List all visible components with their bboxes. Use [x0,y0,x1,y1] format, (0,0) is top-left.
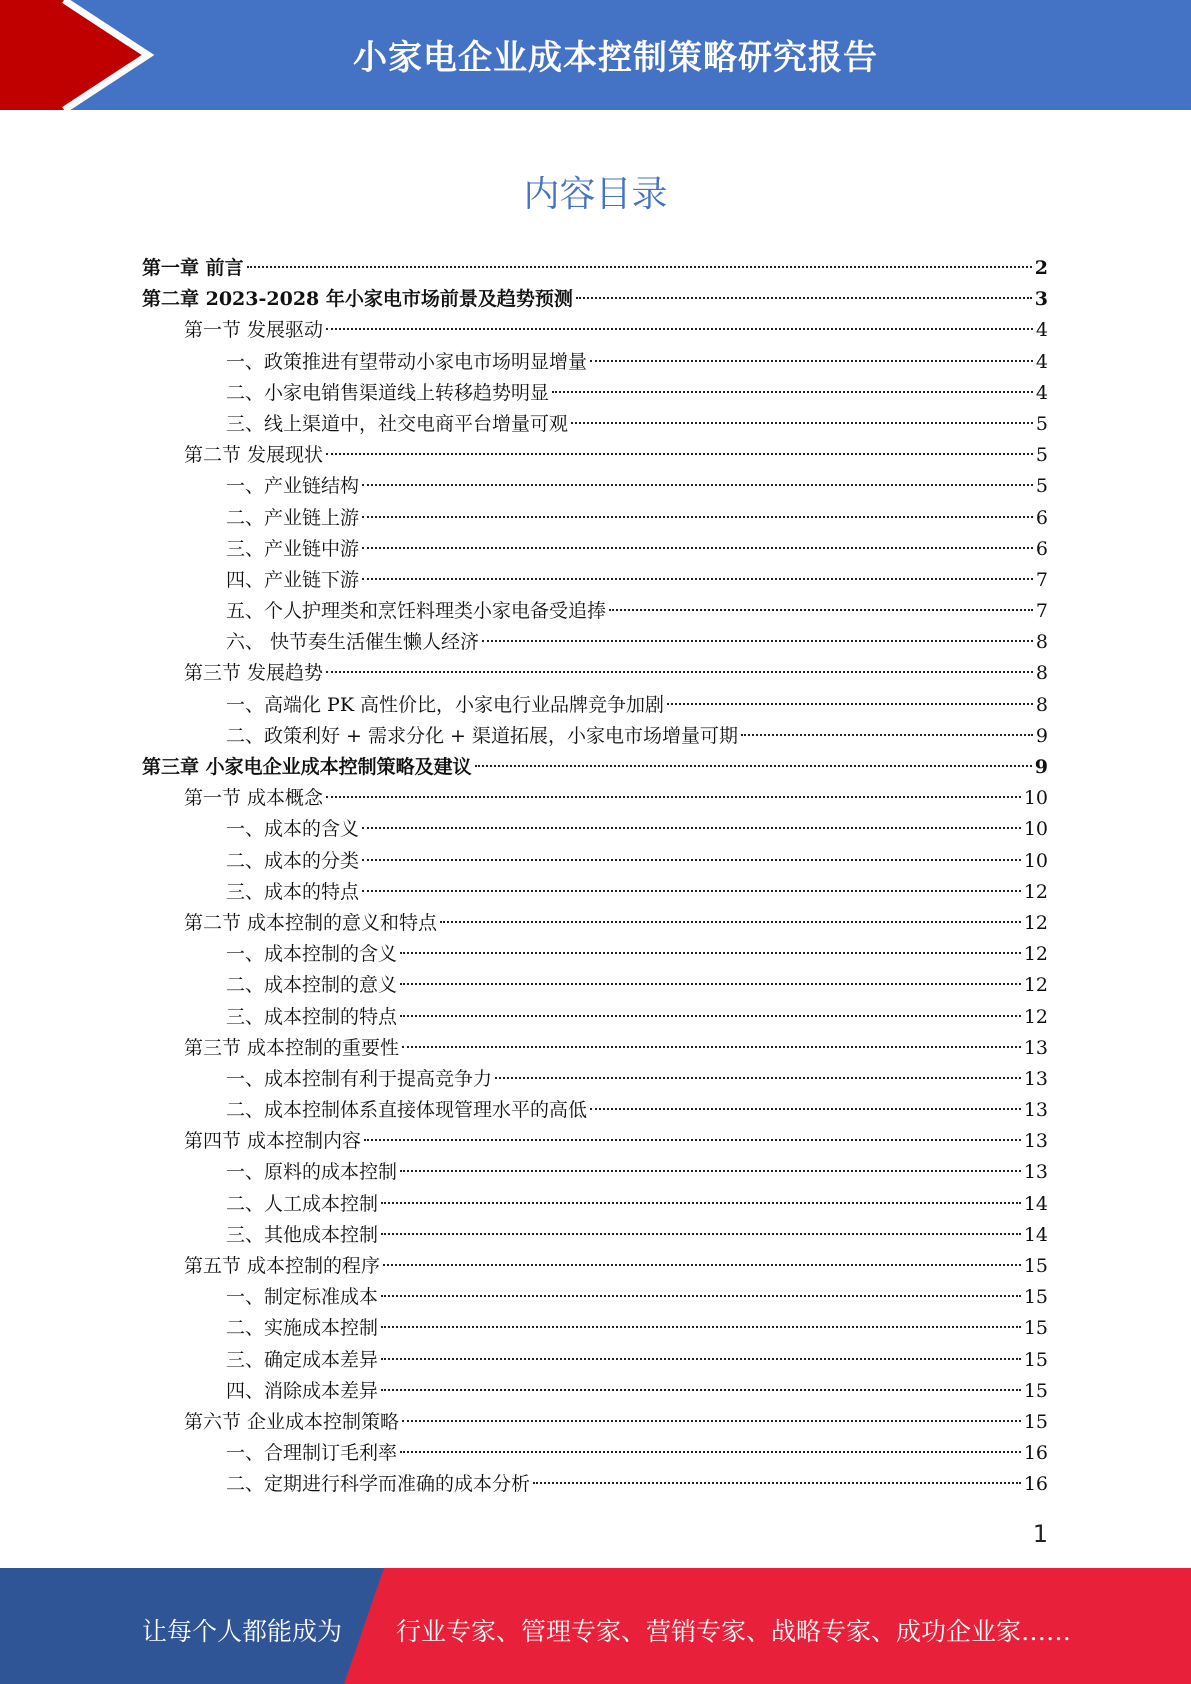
toc-entry[interactable] [142,534,1048,565]
toc-entry[interactable] [142,378,1048,409]
toc-entry[interactable] [142,596,1048,627]
toc-entry-page: 4 [1035,319,1048,342]
footer-slogan-right: 行业专家、管理专家、营销专家、战略专家、成功企业家…… [396,1617,1072,1646]
toc-entry-title: 第三节 发展趋势 [184,662,324,685]
toc-entry[interactable] [142,939,1048,970]
toc-entry[interactable] [142,1407,1048,1438]
toc-entry[interactable] [142,721,1048,752]
toc-entry-title: 二、政策利好 + 需求分化 + 渠道拓展，小家电市场增量可期 [226,724,738,747]
toc-entry-title: 四、产业链下游 [226,568,360,591]
toc-entry[interactable] [142,253,1048,284]
toc-entry[interactable] [142,440,1048,471]
toc-dot-leader [590,1108,1021,1110]
toc-dot-leader [381,1358,1021,1360]
toc-entry-title: 一、产业链结构 [226,475,360,498]
toc-entry[interactable] [142,846,1048,877]
toc-entry-page: 15 [1023,1348,1048,1371]
toc-dot-leader [495,1077,1021,1079]
toc-entry-title: 一、原料的成本控制 [226,1161,398,1184]
toc-entry-page: 15 [1023,1410,1048,1433]
toc-entry-page: 7 [1035,600,1048,623]
toc-entry-title: 一、成本控制有利于提高竞争力 [226,1067,493,1090]
toc-entry-page: 12 [1023,943,1048,966]
toc-entry-page: 13 [1023,1161,1048,1184]
toc-entry-page: 6 [1035,537,1048,560]
toc-dot-leader [326,453,1033,455]
toc-dot-leader [482,640,1033,642]
toc-entry-page: 14 [1023,1192,1048,1215]
toc-entry[interactable] [142,1376,1048,1407]
toc-dot-leader [383,1264,1021,1266]
toc-entry-title: 五、个人护理类和烹饪料理类小家电备受追捧 [226,600,607,623]
toc-dot-leader [576,297,1032,299]
toc-entry[interactable] [142,1345,1048,1376]
toc-entry-title: 第三章 小家电企业成本控制策略及建议 [142,756,472,778]
toc-dot-leader [381,1326,1021,1328]
page-number: 1 [1032,1520,1048,1548]
report-title: 小家电企业成本控制策略研究报告 [353,38,878,78]
toc-entry-page: 16 [1023,1442,1048,1465]
toc-entry[interactable] [142,315,1048,346]
toc-dot-leader [362,859,1021,861]
toc-entry-title: 第一章 前言 [142,257,244,279]
toc-entry-page: 15 [1023,1317,1048,1340]
toc-dot-leader [381,1233,1021,1235]
toc-entry[interactable] [142,1033,1048,1064]
toc-entry[interactable] [142,1282,1048,1313]
toc-entry-page: 5 [1035,412,1048,435]
toc-dot-leader [741,734,1033,736]
toc-entry-title: 二、产业链上游 [226,506,360,529]
toc-dot-leader [402,1420,1021,1422]
toc-entry-title: 第四节 成本控制内容 [184,1130,362,1153]
toc-entry-page: 12 [1023,880,1048,903]
toc-entry-page: 8 [1035,693,1048,716]
toc-entry-title: 一、合理制订毛利率 [226,1442,398,1465]
toc-dot-leader [667,703,1033,705]
toc-entry-title: 第二章 2023-2028 年小家电市场前景及趋势预测 [142,288,573,311]
toc-entry[interactable] [142,814,1048,845]
toc-entry-title: 第五节 成本控制的程序 [184,1255,381,1277]
toc-entry[interactable] [142,409,1048,440]
toc-dot-leader [247,266,1032,268]
toc-dot-leader [533,1482,1021,1484]
toc-entry[interactable] [142,1251,1048,1282]
toc-dot-leader [364,1139,1021,1141]
toc-entry-page: 7 [1035,568,1048,591]
toc-dot-leader [362,578,1033,580]
toc-entry-title: 二、小家电销售渠道线上转移趋势明显 [226,381,550,404]
toc-entry[interactable] [142,1002,1048,1033]
toc-entry-title: 第二节 成本控制的意义和特点 [184,911,438,934]
header-band [0,0,1191,110]
toc-dot-leader [381,1202,1021,1204]
toc-entry-page: 15 [1023,1286,1048,1309]
toc-entry[interactable] [142,1095,1048,1126]
toc-entry-page: 13 [1023,1036,1048,1059]
toc-entry-page: 13 [1023,1099,1048,1122]
toc-entry[interactable] [142,503,1048,534]
toc-dot-leader [362,547,1033,549]
toc-entry-title: 二、定期进行科学而准确的成本分析 [226,1473,531,1496]
toc-entry-page: 9 [1034,756,1048,778]
toc-entry-title: 二、实施成本控制 [226,1317,379,1340]
toc-dot-leader [326,328,1033,330]
toc-entry[interactable] [142,1064,1048,1095]
toc-dot-leader [400,952,1021,954]
toc-entry-title: 一、制定标准成本 [226,1286,379,1309]
toc-entry-page: 5 [1035,475,1048,498]
toc-entry-page: 13 [1023,1067,1048,1090]
toc-entry-title: 三、成本的特点 [226,880,360,903]
toc-dot-leader [362,516,1033,518]
toc-entry-title: 六、 快节奏生活催生懒人经济 [226,631,480,654]
toc-entry-page: 12 [1023,911,1048,934]
toc-entry-title: 三、其他成本控制 [226,1223,379,1246]
toc-list [142,253,1048,1501]
toc-entry-title: 三、成本控制的特点 [226,1005,398,1028]
toc-dot-leader [440,921,1021,923]
toc-entry-page: 10 [1023,787,1048,810]
toc-dot-leader [475,765,1032,767]
toc-entry-page: 3 [1034,288,1048,311]
toc-dot-leader [402,1046,1021,1048]
toc-entry[interactable] [142,690,1048,721]
toc-entry[interactable] [142,565,1048,596]
toc-entry-title: 一、政策推进有望带动小家电市场明显增量 [226,350,588,373]
toc-entry[interactable] [142,783,1048,814]
toc-entry-title: 三、确定成本差异 [226,1348,379,1371]
toc-entry[interactable] [142,658,1048,689]
toc-dot-leader [362,827,1021,829]
toc-dot-leader [362,890,1021,892]
toc-dot-leader [400,1451,1021,1453]
toc-entry-page: 6 [1035,506,1048,529]
toc-entry-title: 第一节 成本概念 [184,787,324,810]
toc-entry-page: 15 [1023,1255,1048,1277]
toc-entry[interactable] [142,284,1048,315]
toc-entry-title: 二、成本的分类 [226,849,360,872]
toc-entry-title: 二、人工成本控制 [226,1192,379,1215]
toc-entry[interactable] [142,877,1048,908]
toc-entry[interactable] [142,627,1048,658]
toc-entry-page: 5 [1035,444,1048,467]
toc-entry-title: 三、线上渠道中，社交电商平台增量可观 [226,412,569,435]
toc-entry[interactable] [142,1157,1048,1188]
toc-dot-leader [609,609,1033,611]
toc-entry-title: 一、成本控制的含义 [226,943,398,966]
toc-entry[interactable] [142,752,1048,783]
toc-dot-leader [400,1015,1021,1017]
toc-dot-leader [571,422,1033,424]
toc-entry-page: 13 [1023,1130,1048,1153]
toc-dot-leader [381,1389,1021,1391]
toc-entry-title: 第一节 发展驱动 [184,319,324,342]
toc-dot-leader [400,983,1021,985]
toc-heading: 内容目录 [523,174,668,215]
toc-entry[interactable] [142,1189,1048,1220]
toc-entry[interactable] [142,1438,1048,1469]
toc-entry-title: 第六节 企业成本控制策略 [184,1410,400,1433]
toc-entry-title: 一、高端化 PK 高性价比，小家电行业品牌竞争加剧 [226,693,665,716]
toc-entry-page: 14 [1023,1223,1048,1246]
toc-entry[interactable] [142,1313,1048,1344]
toc-entry-title: 一、成本的含义 [226,818,360,841]
toc-entry-title: 二、成本控制的意义 [226,974,398,997]
toc-entry-title: 四、消除成本差异 [226,1379,379,1402]
toc-entry[interactable] [142,1126,1048,1157]
toc-entry-page: 8 [1035,631,1048,654]
toc-entry-page: 16 [1023,1473,1048,1496]
toc-entry-page: 12 [1023,1005,1048,1028]
toc-dot-leader [400,1170,1021,1172]
toc-entry-page: 4 [1035,381,1048,404]
toc-entry[interactable] [142,908,1048,939]
toc-entry-title: 三、产业链中游 [226,537,360,560]
toc-entry-page: 9 [1035,724,1048,747]
toc-entry[interactable] [142,1469,1048,1500]
toc-dot-leader [552,391,1033,393]
toc-dot-leader [381,1295,1021,1297]
toc-entry-page: 4 [1035,350,1048,373]
toc-dot-leader [326,796,1021,798]
toc-entry[interactable] [142,471,1048,502]
toc-entry[interactable] [142,347,1048,378]
toc-entry-page: 10 [1023,849,1048,872]
toc-entry[interactable] [142,1220,1048,1251]
toc-dot-leader [326,671,1033,673]
toc-entry-page: 10 [1023,818,1048,841]
toc-entry-page: 2 [1034,257,1048,279]
toc-entry[interactable] [142,970,1048,1001]
toc-dot-leader [362,484,1033,486]
footer-slogan-left: 让每个人都能成为 [142,1617,343,1646]
toc-entry-page: 12 [1023,974,1048,997]
toc-entry-title: 二、成本控制体系直接体现管理水平的高低 [226,1099,588,1122]
toc-entry-title: 第三节 成本控制的重要性 [184,1036,400,1059]
toc-entry-page: 15 [1023,1379,1048,1402]
toc-entry-page: 8 [1035,662,1048,685]
toc-entry-title: 第二节 发展现状 [184,444,324,467]
toc-dot-leader [590,360,1033,362]
footer-band [0,1568,1191,1684]
